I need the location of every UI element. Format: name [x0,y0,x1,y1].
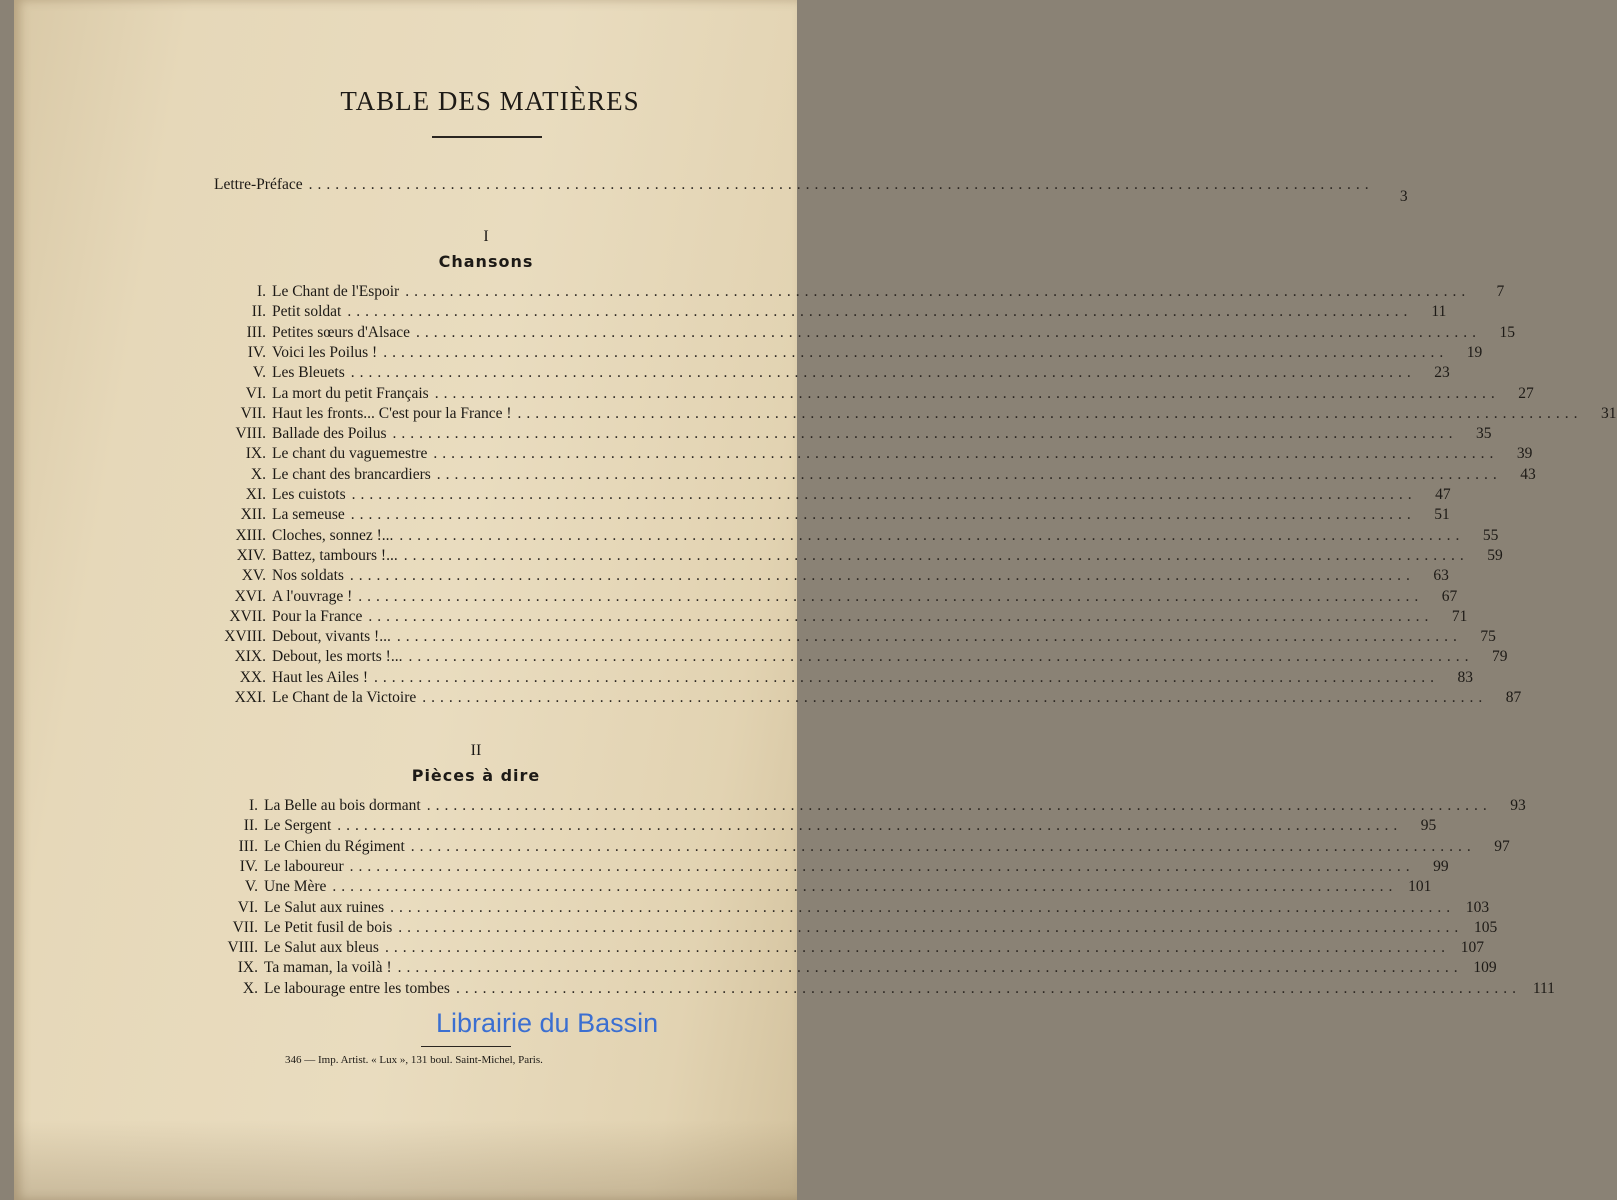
toc-label: Le labourage entre les tombes [264,979,450,997]
toc-row [196,939,1484,957]
section-1-title: Chansons [438,252,534,271]
toc-label: Le Salut aux bleus [264,939,379,957]
toc-numeral: X. [242,979,258,997]
toc-row [196,628,1496,646]
leader-dots: ........................................................................................................................ [517,404,1583,422]
toc-label: Haut les fronts... C'est pour la France ! [272,404,512,422]
toc-page-number: 97 [1494,837,1510,855]
toc-page-number: 27 [1518,384,1534,402]
title-rule [432,136,542,138]
toc-row [196,878,1432,896]
leader-dots: ........................................................................................................................ [403,546,1469,564]
preface-row [214,176,1408,205]
toc-page-number: 107 [1460,939,1484,957]
toc-page-number: 31 [1601,404,1617,422]
toc-numeral: XI. [245,486,266,503]
toc-row [196,587,1458,606]
page-shadow [14,1120,797,1200]
toc-label: Debout, les morts !... [272,648,403,666]
toc-page-number: 95 [1420,817,1437,835]
toc-numeral: V. [252,364,266,382]
imprint-rule [421,1046,511,1047]
preface-label: Lettre-Préface [214,176,303,193]
watermark-text: Librairie du Bassin [436,1008,659,1038]
leader-dots: ........................................................................................................................ [351,486,1417,503]
leader-dots: ........................................................................................................................ [337,817,1403,835]
toc-label: Haut les Ailes ! [272,668,368,686]
toc-label: Debout, vivants !... [272,628,391,646]
section-1-number: I [483,228,489,245]
toc-row [196,465,1536,484]
toc-label: A l'ouvrage ! [272,587,353,605]
toc-numeral: XIII. [235,526,266,544]
toc-row [196,384,1534,403]
toc-label: Nos soldats [272,567,344,585]
leader-dots: ........................................................................................................................ [433,445,1499,463]
leader-dots: ........................................................................................................................ [383,343,1449,361]
toc-numeral: VIII. [227,939,258,957]
leader-dots: ........................................................................................................................ [398,918,1464,936]
toc-numeral: I. [248,797,258,814]
preface-page: 3 [1399,188,1408,205]
toc-row [196,898,1490,917]
toc-row [196,486,1451,504]
leader-dots: ........................................................................................................................ [436,465,1502,483]
toc-page-number: 35 [1476,425,1492,443]
toc-label: Ballade des Poilus [272,425,387,443]
toc-label: Pour la France [272,607,363,625]
toc-numeral: XXI. [234,689,266,706]
toc-page-number: 79 [1491,648,1508,666]
toc-row [196,283,1505,301]
toc-row [196,445,1533,463]
toc-label: Le laboureur [264,857,344,875]
toc-numeral: XVI. [234,587,266,605]
leader-dots: ........................................................................................................................ [358,587,1424,605]
toc-numeral: VI. [245,384,266,402]
toc-label: Ta maman, la voilà ! [264,959,392,977]
toc-numeral: III. [246,323,266,341]
toc-label: Le chant du vaguemestre [272,445,428,463]
toc-label: La semeuse [272,506,345,524]
toc-page-number: 71 [1451,607,1468,625]
leader-dots: ........................................................................................................................ [390,898,1456,916]
toc-numeral: IV. [239,857,258,875]
toc-page-number: 103 [1465,898,1490,916]
toc-label: Le Chant de la Victoire [272,689,417,706]
toc-numeral: XVIII. [224,628,266,646]
toc-row [196,546,1503,565]
leader-dots: ........................................................................................................................ [415,323,1481,341]
toc-label: Petit soldat [272,303,342,321]
toc-row [196,506,1450,524]
toc-page-number: 23 [1434,364,1450,382]
toc-label: Le Salut aux ruines [264,898,385,916]
toc-label: Les Bleuets [272,364,345,382]
toc-numeral: V. [244,878,258,896]
toc-label: Une Mère [264,878,327,896]
leader-dots: ........................................................................................................................ [374,668,1439,686]
toc-row [196,323,1515,342]
toc-page-number: 7 [1496,283,1505,300]
leader-dots: ........................................................................................................................ [426,797,1492,814]
toc-label: Le Sergent [264,817,332,835]
toc-page-number: 11 [1431,303,1447,321]
leader-dots: ........................................................................................................................ [408,648,1474,666]
toc-numeral: VII. [232,918,258,936]
toc-label: Le chant des brancardiers [272,465,431,483]
toc-numeral: II. [251,303,266,321]
toc-row [196,607,1468,626]
section-2-title: Pièces à dire [411,766,541,785]
toc-page-number: 105 [1474,918,1498,936]
toc-numeral: IX. [245,445,266,463]
toc-numeral: IX. [237,959,258,977]
leader-dots: ........................................................................................................................ [410,837,1476,855]
toc-page-number: 15 [1499,323,1515,341]
toc-page-number: 39 [1516,445,1533,463]
toc-page-number: 67 [1441,587,1458,605]
toc-page-number: 47 [1435,486,1451,503]
toc-row [196,817,1437,835]
toc-numeral: XVII. [229,607,266,625]
toc-row [196,303,1447,321]
leader-dots: ........................................................................................................................ [397,959,1463,977]
toc-label: Cloches, sonnez !... [272,526,394,544]
toc-page-number: 87 [1505,689,1522,706]
toc-label: Les cuistots [272,486,346,503]
toc-numeral: II. [243,817,258,835]
toc-label: Le Chant de l'Espoir [272,283,400,300]
leader-dots: ........................................................................................................................ [368,607,1434,625]
toc-row [196,837,1510,856]
toc-page-number: 55 [1482,526,1499,544]
toc-row [196,567,1449,585]
leader-dots: ........................................................................................................................ [349,567,1415,585]
toc-page-number: 59 [1487,546,1503,564]
toc-numeral: III. [238,837,258,855]
toc-row [196,797,1526,815]
toc-label: Petites sœurs d'Alsace [272,323,410,341]
toc-page-number: 19 [1466,343,1483,361]
toc-row [196,364,1450,382]
toc-numeral: XV. [241,567,266,585]
toc-page-number: 51 [1434,506,1450,524]
toc-row [196,526,1499,545]
leader-dots: ........................................................................................................................ [350,506,1416,524]
leader-dots: ........................................................................................................................ [434,384,1500,402]
leader-dots: ........................................................................................................................ [308,176,1374,193]
leader-dots: ........................................................................................................................ [384,939,1450,957]
toc-numeral: X. [250,465,266,483]
toc-row [196,689,1522,707]
toc-page-number: 109 [1473,959,1497,977]
leader-dots: ........................................................................................................................ [347,303,1413,321]
leader-dots: ........................................................................................................................ [422,689,1488,706]
toc-label: Battez, tambours !... [272,546,398,564]
toc-label: Le Petit fusil de bois [264,918,393,936]
leader-dots: ........................................................................................................................ [349,857,1415,875]
toc-numeral: XX. [239,668,266,686]
toc-row [196,959,1497,977]
toc-label: La mort du petit Français [272,384,429,402]
toc-row [196,648,1508,666]
imprint-line: 346 — Imp. Artist. « Lux », 131 boul. Saint-Michel, Paris. [285,1054,543,1066]
leader-dots: ........................................................................................................................ [332,878,1398,896]
toc-label: Le Chien du Régiment [264,837,405,855]
leader-dots: ........................................................................................................................ [455,979,1521,997]
section-2-number: II [470,742,482,759]
leader-dots: ........................................................................................................................ [350,364,1416,382]
toc-page-number: 63 [1433,567,1449,585]
toc-row [196,404,1617,423]
toc-row [196,979,1555,998]
toc-numeral: XII. [240,506,266,524]
toc-page-number: 83 [1457,668,1473,686]
toc-label: Voici les Poilus ! [272,343,378,361]
toc-page-number: 101 [1408,878,1432,896]
leader-dots: ........................................................................................................................ [392,425,1458,443]
toc-page-number: 75 [1480,628,1496,646]
toc-numeral: VIII. [235,425,266,443]
toc-row [196,918,1498,937]
toc-numeral: IV. [247,343,266,361]
toc-numeral: XIX. [234,648,266,666]
toc-page-number: 111 [1532,979,1555,997]
toc-numeral: I. [256,283,266,300]
toc-row [196,425,1492,443]
toc-page-number: 93 [1510,797,1526,814]
leader-dots: ........................................................................................................................ [399,526,1465,544]
toc-label: La Belle au bois dormant [264,797,421,814]
toc-numeral: VII. [240,404,266,422]
toc-page-number: 99 [1433,857,1449,875]
page-title: TABLE DES MATIÈRES [340,86,640,116]
toc-page-number: 43 [1520,465,1536,483]
leader-dots: ........................................................................................................................ [396,628,1462,646]
toc-numeral: VI. [237,898,258,916]
toc-row [196,343,1483,362]
toc-numeral: XIV. [236,546,266,564]
leader-dots: ........................................................................................................................ [405,283,1471,300]
toc-row [196,668,1473,687]
toc-row [196,857,1449,876]
